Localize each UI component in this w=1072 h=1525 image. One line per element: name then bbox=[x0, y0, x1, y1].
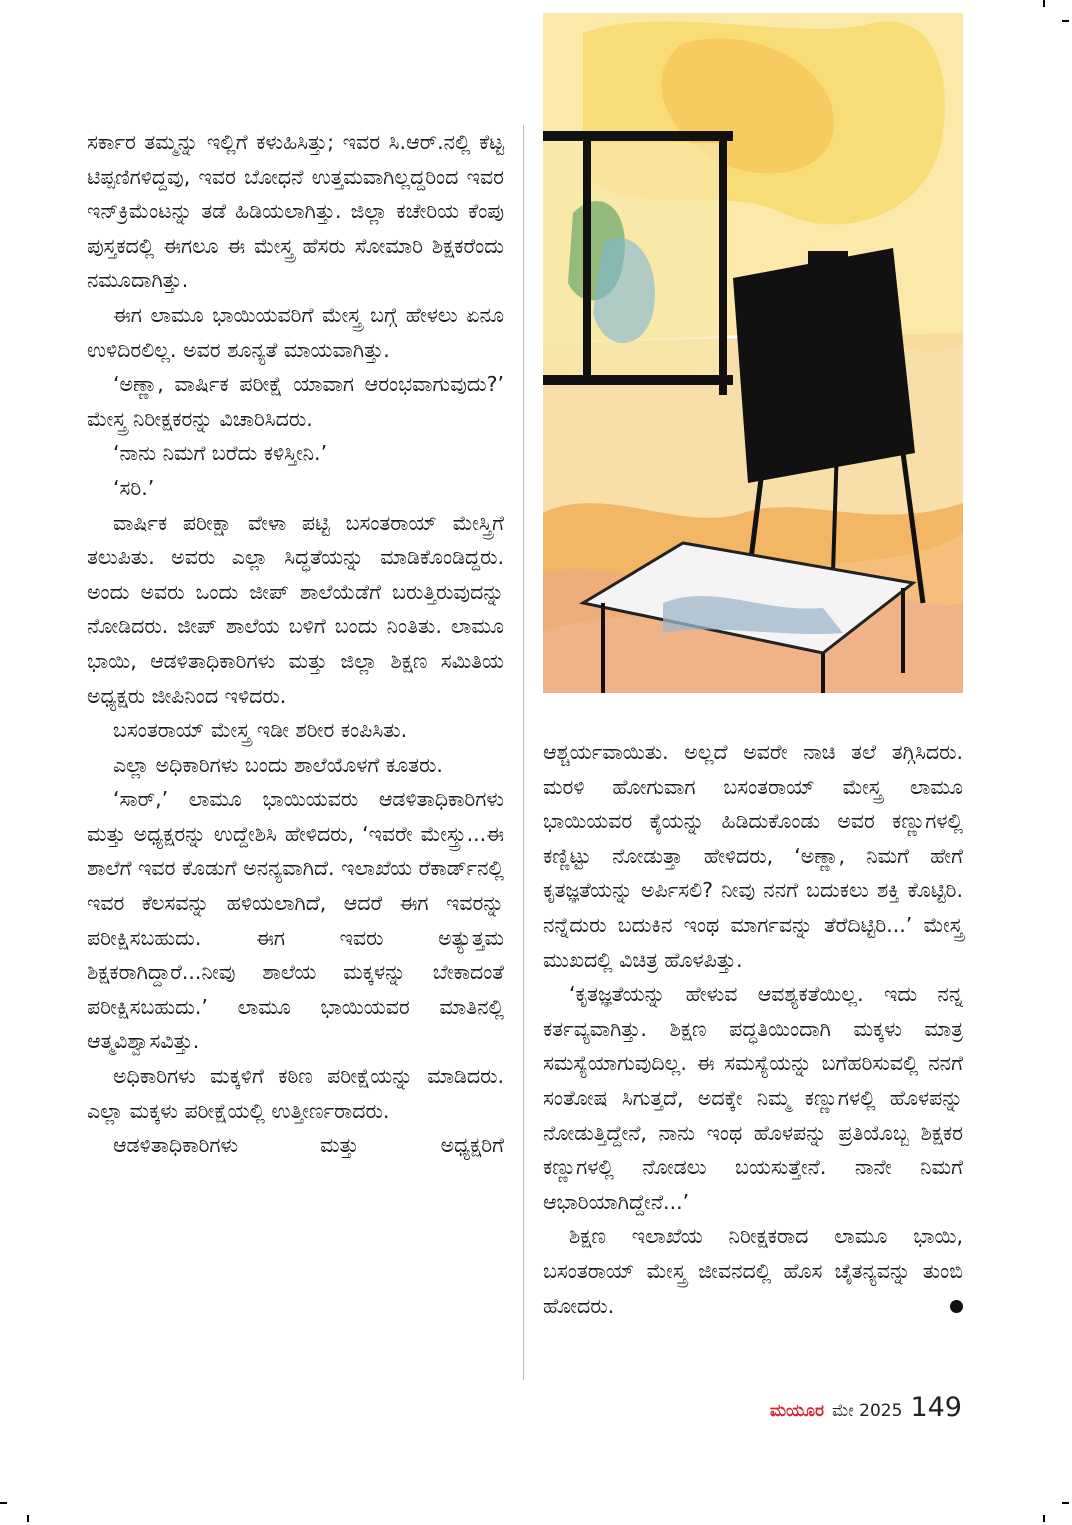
paragraph: ‘ಅಣ್ಣಾ, ವಾರ್ಷಿಕ ಪರೀಕ್ಷೆ ಯಾವಾಗ ಆರಂಭವಾಗುವುದು?’ ಮೇಸ್ತ್ರ ನಿರೀಕ್ಷಕರನ್ನು ವಿಚಾರಿಸಿದರು. bbox=[87, 372, 504, 431]
paragraph: ಆಡಳಿತಾಧಿಕಾರಿಗಳು ಮತ್ತು ಅಧ್ಯಕ್ಷರಿಗೆ bbox=[113, 1133, 504, 1158]
paragraph: ‘ಸಾರ್,’ ಲಾಮೂ ಭಾಯಿಯವರು ಆಡಳಿತಾಧಿಕಾರಿಗಳು ಮತ್ತು ಅಧ್ಯಕ್ಷರನ್ನು ಉದ್ದೇಶಿಸಿ ಹೇಳಿದರು, ‘ಇವರೇ ಮೇಸ್ತ್ರು...ಈ ಶಾಲೆಗೆ ಇವರ ಕೊಡುಗೆ ಅನನ್ಯವಾಗಿದೆ. ಇಲಾಖೆಯ ರೆಕಾರ್ಡ್‌ನಲ್ಲಿ ಇವರ ಕೆಲಸವನ್ನು ಹಳಿಯಲಾಗಿದೆ, ಆದರೆ ಈಗ ಇವರನ್ನು ಪರೀಕ್ಷಿಸಬಹುದು. ಈಗ ಇವರು ಅತ್ಯುತ್ತಮ ಶಿಕ್ಷಕರಾಗಿದ್ದಾರೆ...ನೀವು ಶಾಲೆಯ ಮಕ್ಕಳನ್ನು ಬೇಕಾದಂತೆ ಪರೀಕ್ಷಿಸಬಹುದು.’ ಲಾಮೂ ಭಾಯಿಯವರ ಮಾತಿನಲ್ಲಿ ಆತ್ಮವಿಶ್ವಾಸವಿತ್ತು. bbox=[87, 787, 504, 1054]
paragraph: ಈಗ ಲಾಮೂ ಭಾಯಿಯವರಿಗೆ ಮೇಸ್ತ್ರ ಬಗ್ಗೆ ಹೇಳಲು ಏನೂ ಉಳಿದಿರಲಿಲ್ಲ. ಅವರ ಶೂನ್ಯತೆ ಮಾಯವಾಗಿತ್ತು. bbox=[87, 302, 504, 362]
blackboard-desk-illustration bbox=[543, 13, 963, 693]
paragraph: ‘ಕೃತಜ್ಞತೆಯನ್ನು ಹೇಳುವ ಆವಶ್ಯಕತೆಯಿಲ್ಲ. ಇದು ನನ್ನ ಕರ್ತವ್ಯವಾಗಿತ್ತು. ಶಿಕ್ಷಣ ಪದ್ಧತಿಯಿಂದಾಗಿ ಮಕ್ಕಳು ಮಾತ್ರ ಸಮಸ್ಯೆಯಾಗುವುದಿಲ್ಲ. ಈ ಸಮಸ್ಯೆಯನ್ನು ಬಗೆಹರಿಸುವಲ್ಲಿ ನನಗೆ ಸಂತೋಷ ಸಿಗುತ್ತದೆ, ಅದಕ್ಕೇ ನಿಮ್ಮ ಕಣ್ಣುಗಳಲ್ಲಿ ಹೊಳಪನ್ನು ನೋಡುತ್ತಿದ್ದೇನೆ, ನಾನು ಇಂಥ ಹೊಳಪನ್ನು ಪ್ರತಿಯೊಬ್ಬ ಶಿಕ್ಷಕರ ಕಣ್ಣುಗಳಲ್ಲಿ ನೋಡಲು ಬಯಸುತ್ತೇನೆ. ನಾನೇ ನಿಮಗೆ ಆಭಾರಿಯಾಗಿದ್ದೇನೆ...’ bbox=[543, 982, 963, 1214]
paragraph bbox=[543, 1219, 963, 1323]
paragraph: ‘ನಾನು ನಿಮಗೆ ಬರೆದು ಕಳಿಸ್ತೀನಿ.’ bbox=[113, 441, 328, 466]
article-left-column bbox=[87, 125, 504, 1163]
paragraph: ಸರ್ಕಾರ ತಮ್ಮನ್ನು ಇಲ್ಲಿಗೆ ಕಳುಹಿಸಿತ್ತು; ಇವರ ಸಿ.ಆರ್.ನಲ್ಲಿ ಕೆಟ್ಟ ಟಿಪ್ಪಣಿಗಳಿದ್ದವು, ಇವರ ಬೋಧನೆ ಉತ್ತಮವಾಗಿಲ್ಲದ್ದರಿಂದ ಇವರ ಇನ್‌ಕ್ರಿಮೆಂಟನ್ನು ತಡೆ ಹಿಡಿಯಲಾಗಿತ್ತು. ಜಿಲ್ಲಾ ಕಚೇರಿಯ ಕೆಂಪು ಪುಸ್ತಕದಲ್ಲಿ ಈಗಲೂ ಈ ಮೇಸ್ತ್ರ ಹೆಸರು ಸೋಮಾರಿ ಶಿಕ್ಷಕರೆಂದು ನಮೂದಾಗಿತ್ತು. bbox=[87, 130, 504, 293]
end-of-story-icon bbox=[950, 1300, 963, 1313]
page-number: 149 bbox=[910, 1392, 962, 1423]
crop-mark bbox=[1043, 1515, 1045, 1522]
paragraph: ಆಶ್ಚರ್ಯವಾಯಿತು. ಅಲ್ಲದೆ ಅವರೇ ನಾಚಿ ತಲೆ ತಗ್ಗಿಸಿದರು. ಮರಳಿ ಹೋಗುವಾಗ ಬಸಂತರಾಯ್ ಮೇಸ್ತ್ರ ಲಾಮೂ ಭಾಯಿಯವರ ಕೈಯನ್ನು ಹಿಡಿದುಕೊಂಡು ಅವರ ಕಣ್ಣುಗಳಲ್ಲಿ ಕಣ್ಣಿಟ್ಟು ನೋಡುತ್ತಾ ಹೇಳಿದರು, ‘ಅಣ್ಣಾ, ನಿಮಗೆ ಹೇಗೆ ಕೃತಜ್ಞತೆಯನ್ನು ಅರ್ಪಿಸಲಿ? ನೀವು ನನಗೆ ಬದುಕಲು ಶಕ್ತಿ ಕೊಟ್ಟಿರಿ. ನನ್ನೆದುರು ಬದುಕಿನ ಇಂಥ ಮಾರ್ಗವನ್ನು ತೆರೆದಿಟ್ಟಿರಿ...’ ಮೇಸ್ತ್ರ ಮುಖದಲ್ಲಿ ವಿಚಿತ್ರ ಹೊಳಪಿತ್ತು. bbox=[543, 740, 963, 972]
issue-date: ಮೇ 2025 bbox=[832, 1401, 903, 1421]
article-right-column bbox=[543, 735, 963, 1323]
paragraph: ವಾರ್ಷಿಕ ಪರೀಕ್ಷಾ ವೇಳಾ ಪಟ್ಟಿ ಬಸಂತರಾಯ್ ಮೇಸ್ತ್ರಿಗೆ ತಲುಪಿತು. ಅವರು ಎಲ್ಲಾ ಸಿದ್ಧತೆಯನ್ನು ಮಾಡಿಕೊಂಡಿದ್ದರು. ಅಂದು ಅವರು ಒಂದು ಜೀಪ್ ಶಾಲೆಯೆಡೆಗೆ ಬರುತ್ತಿರುವುದನ್ನು ನೋಡಿದರು. ಜೀಪ್ ಶಾಲೆಯ ಬಳಿಗೆ ಬಂದು ನಿಂತಿತು. ಲಾಮೂ ಭಾಯಿ, ಆಡಳಿತಾಧಿಕಾರಿಗಳು ಮತ್ತು ಜಿಲ್ಲಾ ಶಿಕ್ಷಣ ಸಮಿತಿಯ ಅಧ್ಯಕ್ಷರು ಜೀಪಿನಿಂದ ಇಳಿದರು. bbox=[87, 510, 504, 708]
classroom-illustration bbox=[543, 13, 963, 693]
paragraph: ಎಲ್ಲಾ ಅಧಿಕಾರಿಗಳು ಬಂದು ಶಾಲೆಯೊಳಗೆ ಕೂತರು. bbox=[113, 752, 443, 777]
crop-mark bbox=[1062, 1502, 1069, 1504]
paragraph: ಬಸಂತರಾಯ್ ಮೇಸ್ತ್ರ ಇಡೀ ಶರೀರ ಕಂಪಿಸಿತು. bbox=[113, 718, 408, 743]
crop-mark bbox=[1062, 20, 1069, 22]
crop-mark bbox=[0, 1502, 7, 1504]
paragraph: ಅಧಿಕಾರಿಗಳು ಮಕ್ಕಳಿಗೆ ಕಠಿಣ ಪರೀಕ್ಷೆಯನ್ನು ಮಾಡಿದರು. ಎಲ್ಲಾ ಮಕ್ಕಳು ಪರೀಕ್ಷೆಯಲ್ಲಿ ಉತ್ತೀರ್ಣರಾದರು. bbox=[87, 1064, 504, 1123]
paragraph: ‘ಸರಿ.’ bbox=[113, 475, 155, 500]
page-footer bbox=[770, 1392, 962, 1426]
paragraph-text: ಶಿಕ್ಷಣ ಇಲಾಖೆಯ ನಿರೀಕ್ಷಕರಾದ ಲಾಮೂ ಭಾಯಿ, ಬಸಂತರಾಯ್ ಮೇಸ್ತ್ರ ಜೀವನದಲ್ಲಿ ಹೊಸ ಚೈತನ್ಯವನ್ನು ತುಂಬಿ ಹೋದರು. bbox=[543, 1224, 963, 1318]
magazine-logo: ಮಯೂರ bbox=[769, 1401, 825, 1421]
column-divider bbox=[523, 125, 524, 1380]
crop-mark bbox=[1043, 0, 1045, 7]
crop-mark bbox=[27, 1515, 29, 1522]
